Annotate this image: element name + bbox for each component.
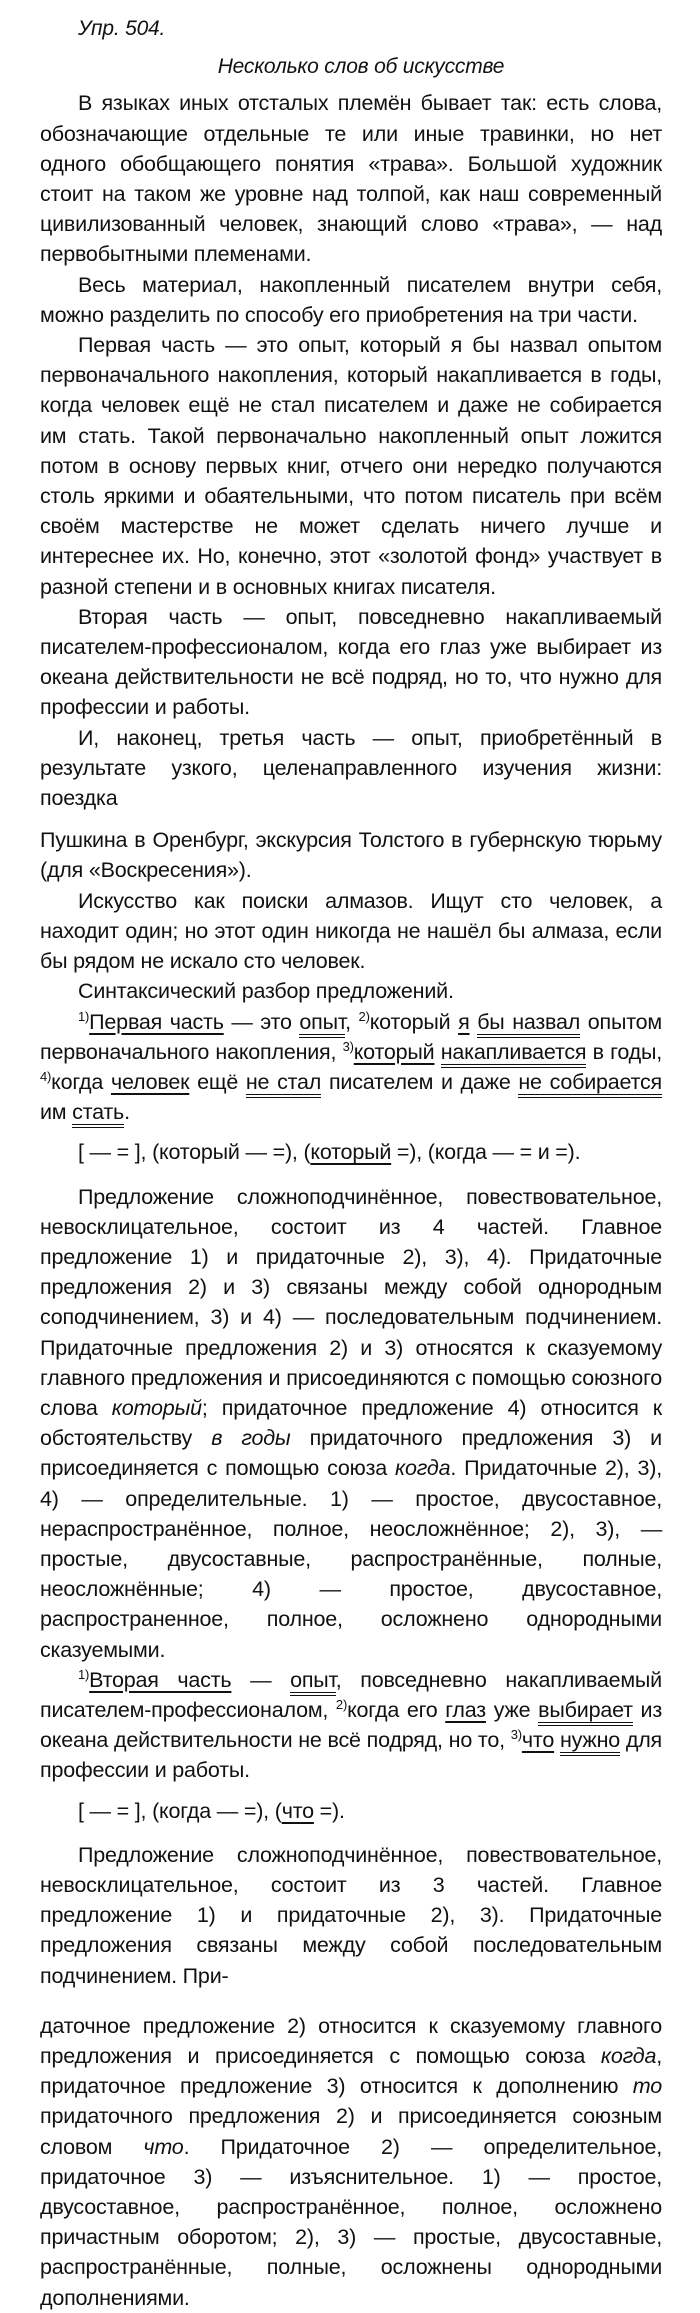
analysis-paragraph-2a: Предложение сложноподчинённое, повествовательное, невосклицательное, состоит из 3 частей. Главное предложение 1) и придаточные 2), 3). Придаточные предложения связаны между собой последовательным подчинением. При- xyxy=(40,1842,662,1988)
subject: глаз xyxy=(445,1697,486,1722)
page-break-gap xyxy=(40,1991,662,2011)
sentence-scheme-1 xyxy=(40,1137,662,1167)
parsed-sentence-2 xyxy=(40,1665,662,1786)
scheme-underlined-word: что xyxy=(281,1798,314,1823)
paragraph-2: Весь материал, накопленный писателем внутри себя, можно разделить по способу его приобретения на три части. xyxy=(40,272,662,327)
text-fragment: ещё xyxy=(189,1069,246,1094)
text-fragment: уже xyxy=(485,1697,539,1722)
paragraph-4: Вторая часть — опыт, повседневно накапливаемый писателем-профессионалом, когда его глаз уже выбирает из океана действительности не всё подряд, но то, что нужно для профессии и работы. xyxy=(40,604,662,720)
scheme-text: =), (когда — = и =). xyxy=(391,1140,581,1165)
text-fragment: . Придаточное 2) — определительное, придаточное 3) — изъяснительное. 1) — простое, двусоставное, распространённое, полное, осложнено причастным оборотом; 2), 3) — простые, двусоставные, распространённые, полные, осложнены однородными дополнениями. xyxy=(40,2134,662,2310)
clause-number: 1) xyxy=(78,1008,90,1024)
text-fragment: придаточного предложения 3) и присоединяется с помощью союза xyxy=(40,1426,662,1481)
paragraph-7-heading: Синтаксический разбор предложений. xyxy=(78,979,454,1004)
text-fragment: , повседневно накапливаемый писателем-профессионалом, xyxy=(40,1667,662,1722)
italic-term: в годы xyxy=(211,1426,291,1451)
clause-number: 3) xyxy=(510,1727,522,1743)
text-fragment: писателем и даже xyxy=(321,1069,519,1094)
predicate: опыт xyxy=(290,1668,336,1696)
predicate: накапливается xyxy=(441,1040,587,1068)
scheme-text: [ — = ], (когда — =), ( xyxy=(78,1798,282,1823)
italic-term: что xyxy=(143,2134,184,2159)
predicate: выбирает xyxy=(538,1698,633,1726)
text-fragment: — xyxy=(231,1667,291,1692)
paragraph-1: В языках иных отсталых племён бывает так: есть слова, обозначающие отдельные те или иные травинки, но нет одного обобщающего понятия «трава». Большой художник стоит на таком же уровне над толпой, как наш современный цивилизованный человек, знающий слово «трава», — над первобытными племенами. xyxy=(40,91,662,267)
subject: Вторая часть xyxy=(89,1667,232,1692)
clause-number: 2) xyxy=(335,1696,348,1712)
text-fragment: . xyxy=(124,1100,130,1125)
sentence-scheme-2 xyxy=(40,1796,662,1826)
text-fragment: когда xyxy=(51,1069,111,1094)
text-fragment: когда его xyxy=(347,1697,446,1722)
predicate: бы назвал xyxy=(477,1010,580,1038)
scheme-text: [ — = ], (который — =), ( xyxy=(78,1140,311,1165)
analysis-paragraph-1 xyxy=(40,1182,662,1665)
predicate: не стал xyxy=(246,1070,321,1098)
paragraph-6: Искусство как поиски алмазов. Ищут сто человек, а находит один; но этот один никогда не нашёл бы алмаза, если бы рядом не искало сто человек. xyxy=(40,888,662,974)
scheme-text: =). xyxy=(313,1798,345,1823)
text-title: Несколько слов об искусстве xyxy=(217,55,505,79)
text-fragment: из океана действительности не всё подряд, но то, xyxy=(40,1697,662,1753)
text-fragment: Предложение сложноподчинённое, повествовательное, невосклицательное, состоит из 4 частей. Главное предложение 1) и придаточные 2), 3), 4). Придаточные предложения 2) и 3) связаны между собой однородным соподчинением, 3) и 4) — последовательным подчинением. Придаточные предложения 2) и 3) относятся к сказуемому главного предложения и присоединяются с помощью союзного слова xyxy=(40,1184,662,1420)
text-fragment: ; придаточное предложение 4) относится к обстоятельству xyxy=(40,1395,662,1451)
subject: который xyxy=(353,1039,435,1064)
text-fragment: который xyxy=(369,1009,459,1034)
predicate: стать xyxy=(72,1100,124,1128)
text-fragment: даточное предложение 2) относится к сказуемому главного предложения и присоединяется с помощью союза xyxy=(40,2013,662,2068)
clause-number: 4) xyxy=(40,1068,52,1084)
subject: человек xyxy=(110,1069,190,1094)
clause-number: 2) xyxy=(358,1008,370,1024)
italic-term: который xyxy=(111,1395,202,1420)
text-fragment: опытом первоначального накопления, xyxy=(40,1009,662,1064)
text-fragment: для профессии и работы. xyxy=(40,1728,662,1783)
subject: Первая часть xyxy=(89,1009,224,1034)
text-fragment: — это xyxy=(223,1009,300,1034)
parsed-sentence-1 xyxy=(40,1007,662,1128)
predicate: нужно xyxy=(560,1728,620,1756)
predicate: не собирается xyxy=(518,1070,662,1098)
text-fragment xyxy=(434,1040,440,1064)
subject: я xyxy=(458,1009,470,1034)
paragraph-5a: И, наконец, третья часть — опыт, приобретённый в результате узкого, целенаправленного изучения жизни: поездка xyxy=(40,725,662,811)
subject: что xyxy=(521,1728,555,1753)
predicate: опыт xyxy=(299,1010,345,1038)
text-fragment: , придаточное предложение 3) относится к дополнению xyxy=(40,2044,662,2099)
text-fragment: в годы, xyxy=(586,1039,662,1064)
scheme-underlined-word: который xyxy=(310,1140,392,1165)
paragraph-5b: Пушкина в Оренбург, экскурсия Толстого в губернскую тюрьму (для «Воскресения»). xyxy=(40,828,662,883)
page-break-gap xyxy=(40,813,662,825)
analysis-paragraph-2b xyxy=(40,2011,662,2313)
exercise-label: Упр. 504. xyxy=(78,17,166,40)
paragraph-3: Первая часть — это опыт, который я бы назвал опытом первоначального накопления, который накапливается в годы, когда человек ещё не стал писателем и даже не собирается им стать. Такой первоначально накопленный опыт ложится потом в основу первых книг, отчего они нередко получаются столь яркими и обаятельными, что потом писатель при всём своём мастерстве не может сделать ничего лучше и интереснее их. Но, конечно, этот «золотой фонд» участвует в разной степени и в основных книгах писателя. xyxy=(40,333,662,599)
text-fragment: придаточного предложения 2) и присоединяется союзным словом xyxy=(40,2104,662,2159)
text-fragment: им xyxy=(40,1100,73,1125)
clause-number: 3) xyxy=(342,1038,354,1054)
italic-term: то xyxy=(632,2074,662,2099)
clause-number: 1) xyxy=(78,1666,90,1682)
text-fragment: , xyxy=(345,1009,359,1034)
text-fragment: . Придаточные 2), 3), 4) — определительные. 1) — простое, двусоставное, нераспространённое, полное, неосложнённое; 2), 3), — простые, двусоставные, распространённые, полные, неосложнённые; 4) — простое, двусоставное, распространенное, полное, осложнено однородными сказуемыми. xyxy=(40,1456,663,1662)
italic-term: когда xyxy=(600,2044,657,2068)
italic-term: когда xyxy=(395,1456,451,1481)
